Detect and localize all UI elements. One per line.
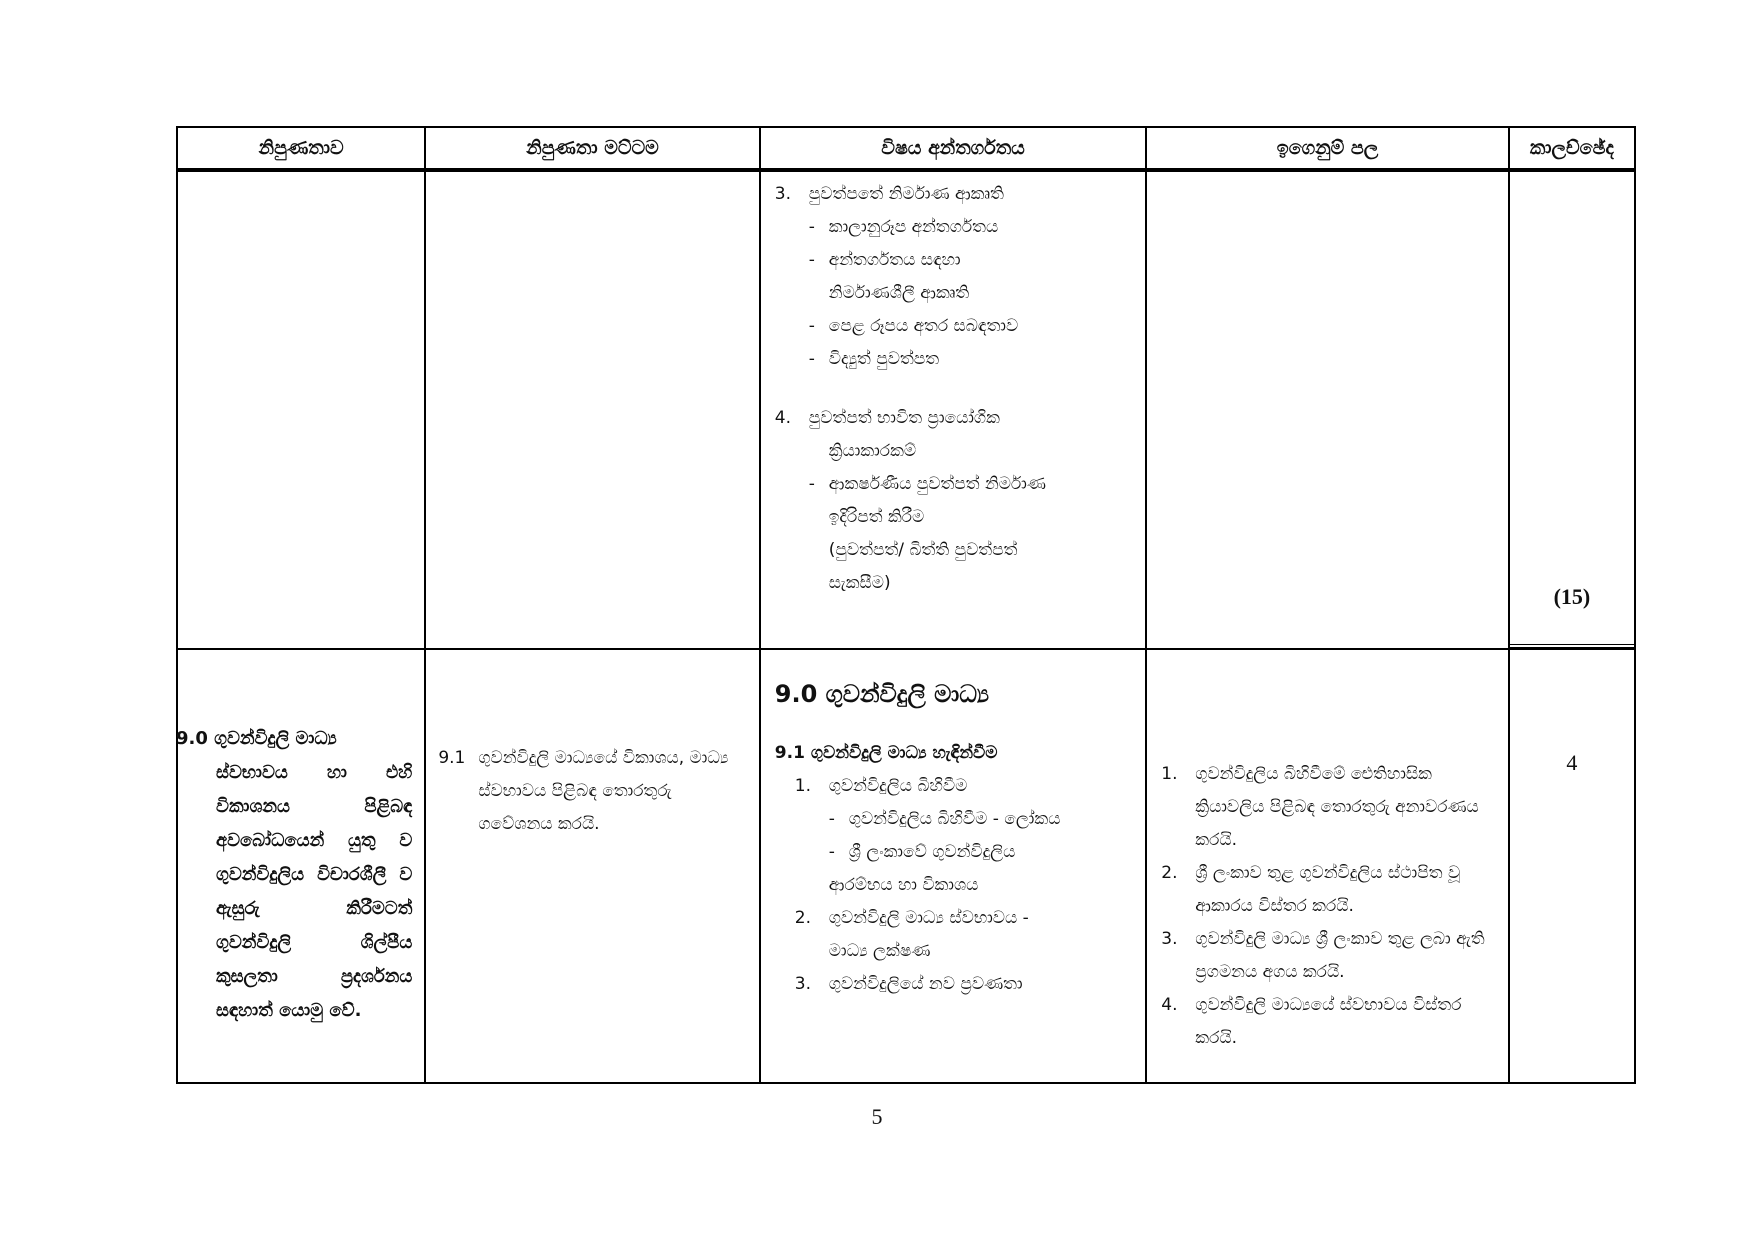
list-item: 3. ගුවන්විදුලියේ නව ප්‍රවණතා <box>794 974 1023 994</box>
periods-value: 4 <box>1566 750 1578 775</box>
list-item: 1. ගුවන්විදුලිය බිහිවීමේ ඓතිහාසික ක්‍රියාවලිය පිළිබඳ තොරතුරු අනාවරණය කරයි. <box>1161 764 1479 850</box>
header-row <box>177 127 1635 170</box>
periods-value: (15) <box>1553 584 1591 609</box>
list-item: 3. ගුවන්විදුලි මාධ්‍ය ශ්‍රී ලංකාව තුළ ලබා ඇති ප්‍රගමනය අගය කරයි. <box>1161 929 1485 982</box>
sub-heading: 9.1 ගුවන්විදුලි මාධ්‍ය හැඳින්වීම <box>774 743 998 763</box>
header-content: විෂය අන්තර්ගතය <box>760 127 1147 170</box>
list-item: - අන්තර්ගතය සඳහා <box>808 250 961 270</box>
list-item: - ශ්‍රී ලංකාවේ ගුවන්විදුලිය <box>828 842 1016 862</box>
header-periods: කාලච්ඡේද <box>1509 127 1635 170</box>
list-item: - පෙළ රූපය අතර සබඳතාව <box>808 316 1019 336</box>
list-item: - විද්‍යුත් පුවත්පත <box>808 349 940 369</box>
competency-level-cell: 9.1 ගුවන්විදුලි මාධ්‍යයේ විකාශය, මාධ්‍ය ස්වභාවය පිළිබඳ තොරතුරු ගවේශනය කරයි. <box>425 649 759 1083</box>
syllabus-table <box>176 126 1636 1084</box>
competency-cell <box>177 170 425 649</box>
list-item: 2. ශ්‍රී ලංකාව තුළ ගුවන්විදුලිය ස්ථාපිත වූ ආකාරය විස්තර කරයි. <box>1161 863 1461 916</box>
list-item: - ගුවන්විදුලිය බිහිවීම - ලෝකය <box>828 809 1061 829</box>
competency-cell <box>177 649 425 1083</box>
content-cell: 9.0 ගුවන්විදුලි මාධ්‍ය 9.1 ගුවන්විදුලි මාධ්‍ය හැඳින්වීම 1. ගුවන්විදුලිය බිහිවීම - ගුවන්විදුලිය බිහිවීම - ලෝකය - ශ්‍රී ලංකාවේ ගුවන්විදුලිය ආරම්භය හා විකාශය 2. ගුවන්විදුලි මාධ්‍ය ස්වභාවය - මාධ්‍ය ලක්ෂණ 3. ගුවන්විදුලියේ නව ප්‍රවණතා <box>760 649 1147 1083</box>
list-item: 4. පුවත්පත් භාවිත ප්‍රායෝගික <box>774 408 1000 428</box>
content-cell: 3. පුවත්පතේ නිර්මාණ ආකෘති - කාලානුරූප අන්තර්ගතය - අන්තර්ගතය සඳහා නිර්මාණශීලී ආකෘති - පෙළ රූපය අතර සබඳතාව - විද්‍යුත් පුවත්පත 4. පුවත්පත් භාවිත ප්‍රායෝගික ක්‍රියාකාරකම් - ආකර්ෂණීය පුවත්පත් නිර්මාණ ඉදිරිපත් කිරීම (පුවත්පත්/ බිත්ති පුවත්පත් සැකසීම) <box>760 170 1147 649</box>
table-row <box>177 170 1635 649</box>
list-item: 4. ගුවන්විදුලි මාධ්‍යයේ ස්වභාවය විස්තර කරයි. <box>1161 995 1462 1048</box>
section-heading: 9.0 ගුවන්විදුලි මාධ්‍ය <box>774 680 989 708</box>
list-item: - ආකර්ෂණීය පුවත්පත් නිර්මාණ <box>808 474 1046 494</box>
competency-level-cell <box>425 170 759 649</box>
periods-cell <box>1509 649 1635 1083</box>
list-item: - කාලානුරූප අන්තර්ගතය <box>808 217 999 237</box>
list-item: 3. පුවත්පතේ නිර්මාණ ආකෘති <box>774 184 1004 204</box>
list-item: 1. ගුවන්විදුලිය බිහිවීම <box>794 776 968 796</box>
header-competency: නිපුණතාව <box>177 127 425 170</box>
table-row <box>177 649 1635 1083</box>
competency-title: 9.0 ගුවන්විදුලි මාධ්‍ය <box>176 728 337 749</box>
learning-outcomes-cell <box>1146 649 1508 1083</box>
header-learning-outcomes: ඉගෙනුම් පල <box>1146 127 1508 170</box>
periods-cell <box>1509 170 1635 649</box>
competency-level-text: ගුවන්විදුලි මාධ්‍යයේ විකාශය, මාධ්‍ය ස්වභාවය පිළිබඳ තොරතුරු ගවේශනය කරයි. <box>478 748 729 834</box>
header-competency-level: නිපුණතා මට්ටම <box>425 127 759 170</box>
list-item: 2. ගුවන්විදුලි මාධ්‍ය ස්වභාවය - <box>794 908 1029 928</box>
learning-outcomes-cell <box>1146 170 1508 649</box>
competency-description: ස්වභාවය හා එහි විකාශනය පිළිබඳ අවබෝධයෙන් යුතු ව ගුවන්විදුලිය විචාරශීලී ව ඇසුරු කිරීමටත් ගුවන්විදුලි ශිල්පීය කුසලතා ප්‍රදර්ශනය සඳහාත් යොමු වේ. <box>216 762 413 1021</box>
page-number: 5 <box>871 1104 883 1129</box>
